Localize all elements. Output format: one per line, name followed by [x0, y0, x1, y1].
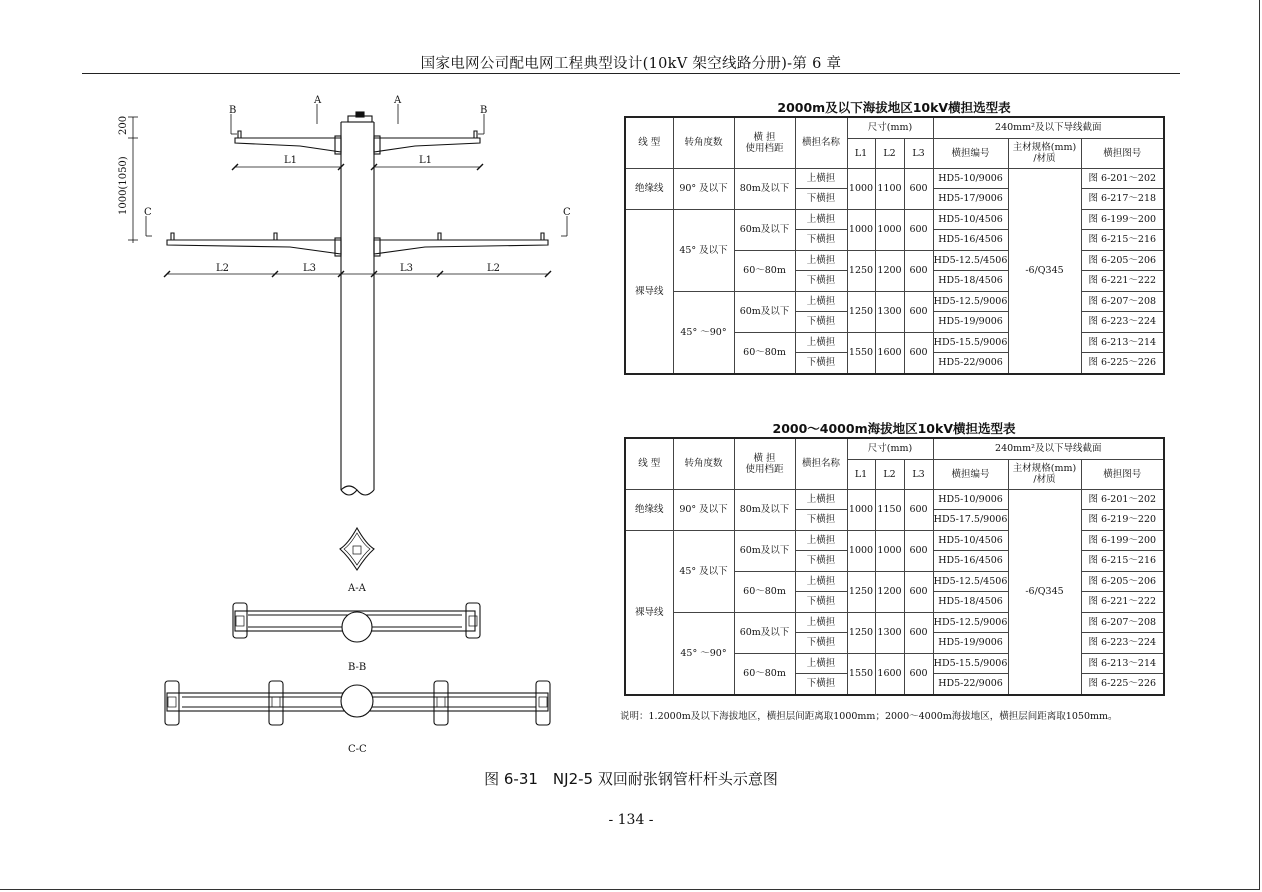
figure-caption: 图 6-31 NJ2-5 双回耐张钢管杆杆头示意图	[484, 770, 778, 788]
cell-arm-name: 上横担	[795, 489, 847, 510]
cell-l2: 1000	[875, 530, 904, 571]
cell-l2: 1300	[875, 291, 904, 332]
cell-arm-name: 下横担	[795, 230, 847, 251]
cell-l3: 600	[904, 209, 933, 250]
table-note: 说明：1.2000m及以下海拔地区，横担层间距离取1000mm；2000～4000m海拔地区，横担层间距离取1050mm。	[620, 711, 1118, 722]
dim-l3-left: L3	[303, 263, 317, 274]
cell-arm-code: HD5-17/9006	[933, 189, 1008, 210]
header-l2: L2	[875, 138, 904, 168]
header-span-line2: 使用档距	[745, 463, 784, 475]
lower-crossarm-right	[374, 233, 548, 256]
cell-l1: 1000	[847, 489, 875, 530]
lower-crossarm-left	[167, 233, 341, 256]
cell-arm-drawing: 图 6-205～206	[1081, 571, 1164, 592]
cell-angle: 45° ～90°	[673, 291, 734, 374]
cell-l3: 600	[904, 653, 933, 695]
section-mark-c-right: C	[563, 207, 571, 218]
crossarm-selection-table-2	[624, 437, 1165, 696]
cell-angle: 45° ～90°	[673, 612, 734, 695]
section-mark-a-right: A	[394, 95, 402, 106]
cell-arm-code: HD5-22/9006	[933, 353, 1008, 374]
section-bb-drawing	[233, 603, 480, 642]
cell-angle: 90° 及以下	[673, 489, 734, 530]
cell-arm-code: HD5-10/4506	[933, 209, 1008, 230]
header-wire-section: 240mm²及以下导线截面	[933, 438, 1164, 459]
dim-l1-left: L1	[284, 155, 298, 166]
cell-arm-code: HD5-16/4506	[933, 230, 1008, 251]
page-number: - 134 -	[608, 812, 654, 828]
cell-line-type: 裸导线	[625, 530, 673, 695]
cell-arm-code: HD5-10/9006	[933, 168, 1008, 189]
cell-arm-code: HD5-12.5/4506	[933, 571, 1008, 592]
section-mark-b-left: B	[229, 105, 237, 116]
cell-arm-drawing: 图 6-199～200	[1081, 209, 1164, 230]
cell-arm-drawing: 图 6-223～224	[1081, 633, 1164, 654]
cell-arm-code: HD5-18/4506	[933, 271, 1008, 292]
cell-arm-code: HD5-12.5/4506	[933, 250, 1008, 271]
cell-arm-code: HD5-12.5/9006	[933, 612, 1008, 633]
cell-material: -6/Q345	[1008, 489, 1081, 695]
header-arm-code: 横担编号	[933, 459, 1008, 489]
header-line-type: 线 型	[625, 438, 673, 489]
cell-l2: 1000	[875, 209, 904, 250]
cell-line-type: 绝缘线	[625, 489, 673, 530]
cell-arm-code: HD5-19/9006	[933, 633, 1008, 654]
cell-l2: 1200	[875, 571, 904, 612]
cell-arm-name: 上横担	[795, 209, 847, 230]
cell-arm-code: HD5-10/4506	[933, 530, 1008, 551]
table-row	[625, 209, 1164, 230]
cell-arm-drawing: 图 6-213～214	[1081, 653, 1164, 674]
cell-l1: 1550	[847, 653, 875, 695]
section-mark-b-right: B	[480, 105, 488, 116]
cell-l3: 600	[904, 291, 933, 332]
cell-arm-code: HD5-12.5/9006	[933, 291, 1008, 312]
cell-arm-name: 上横担	[795, 612, 847, 633]
cell-span: 60～80m	[734, 653, 795, 695]
cell-material: -6/Q345	[1008, 168, 1081, 374]
cell-arm-drawing: 图 6-201～202	[1081, 489, 1164, 510]
cell-arm-name: 下横担	[795, 633, 847, 654]
cell-arm-code: HD5-10/9006	[933, 489, 1008, 510]
cell-arm-name: 上横担	[795, 250, 847, 271]
cell-arm-code: HD5-16/4506	[933, 551, 1008, 572]
cell-arm-drawing: 图 6-217～218	[1081, 189, 1164, 210]
section-mark-c-left: C	[144, 207, 152, 218]
cell-arm-drawing: 图 6-225～226	[1081, 674, 1164, 695]
cell-arm-drawing: 图 6-219～220	[1081, 510, 1164, 531]
upper-crossarm-right	[374, 131, 480, 154]
dim-200: 200	[118, 115, 129, 135]
cell-arm-drawing: 图 6-223～224	[1081, 312, 1164, 333]
cell-l2: 1600	[875, 332, 904, 374]
section-mark-a-left: A	[314, 95, 322, 106]
cell-l1: 1250	[847, 612, 875, 653]
cell-l1: 1250	[847, 291, 875, 332]
cell-arm-drawing: 图 6-205～206	[1081, 250, 1164, 271]
header-l3: L3	[904, 138, 933, 168]
table-row	[625, 489, 1164, 510]
header-line-type: 线 型	[625, 117, 673, 168]
cell-l1: 1550	[847, 332, 875, 374]
cell-arm-name: 下横担	[795, 312, 847, 333]
header-material-line2: /材质	[1033, 153, 1056, 164]
header-material	[1008, 459, 1081, 489]
header-arm-name: 横担名称	[795, 438, 847, 489]
header-l1: L1	[847, 138, 875, 168]
dim-l2-left: L2	[216, 263, 230, 274]
header-span-line1: 横 担	[753, 131, 776, 143]
cell-arm-name: 上横担	[795, 653, 847, 674]
cell-arm-code: HD5-19/9006	[933, 312, 1008, 333]
cell-l3: 600	[904, 489, 933, 530]
cell-l3: 600	[904, 332, 933, 374]
header-angle: 转角度数	[673, 438, 734, 489]
cell-arm-name: 上横担	[795, 530, 847, 551]
cell-arm-drawing: 图 6-221～222	[1081, 592, 1164, 613]
cell-l3: 600	[904, 571, 933, 612]
section-aa-drawing	[340, 528, 374, 570]
cell-l3: 600	[904, 612, 933, 653]
cell-arm-drawing: 图 6-221～222	[1081, 271, 1164, 292]
cell-l2: 1200	[875, 250, 904, 291]
cell-l2: 1100	[875, 168, 904, 209]
table-1-title: 2000m及以下海拔地区10kV横担选型表	[777, 100, 1011, 115]
header-arm-code: 横担编号	[933, 138, 1008, 168]
dim-l1-right: L1	[419, 155, 433, 166]
cell-arm-drawing: 图 6-215～216	[1081, 230, 1164, 251]
cell-l1: 1000	[847, 530, 875, 571]
cell-arm-name: 上横担	[795, 332, 847, 353]
header-l2: L2	[875, 459, 904, 489]
cell-arm-name: 下横担	[795, 551, 847, 572]
header-span	[734, 117, 795, 168]
cell-l3: 600	[904, 530, 933, 571]
dimension-ticks	[164, 164, 551, 277]
cell-arm-name: 下横担	[795, 353, 847, 374]
cell-line-type: 绝缘线	[625, 168, 673, 209]
section-cc-drawing	[165, 681, 550, 725]
cell-angle: 45° 及以下	[673, 209, 734, 291]
cell-arm-drawing: 图 6-207～208	[1081, 291, 1164, 312]
document-header: 国家电网公司配电网工程典型设计(10kV 架空线路分册)-第 6 章	[420, 56, 842, 72]
cell-l1: 1000	[847, 209, 875, 250]
cell-angle: 90° 及以下	[673, 168, 734, 209]
cell-arm-name: 下横担	[795, 510, 847, 531]
cell-arm-name: 上横担	[795, 571, 847, 592]
cell-span: 60～80m	[734, 332, 795, 374]
crossarm-selection-table-1	[624, 116, 1165, 375]
cell-l2: 1150	[875, 489, 904, 530]
section-label-aa: A-A	[348, 583, 366, 594]
header-span	[734, 438, 795, 489]
header-material-line2: /材质	[1033, 474, 1056, 485]
cell-arm-drawing: 图 6-215～216	[1081, 551, 1164, 572]
cell-arm-code: HD5-18/4506	[933, 592, 1008, 613]
header-angle: 转角度数	[673, 117, 734, 168]
cell-arm-code: HD5-17.5/9006	[933, 510, 1008, 531]
cell-arm-name: 下横担	[795, 674, 847, 695]
cell-l1: 1250	[847, 250, 875, 291]
cell-span: 60～80m	[734, 250, 795, 291]
cell-angle: 45° 及以下	[673, 530, 734, 612]
cell-l2: 1300	[875, 612, 904, 653]
cell-span: 60m及以下	[734, 612, 795, 653]
header-material-line1: 主材规格(mm)	[1012, 142, 1077, 153]
cell-l3: 600	[904, 168, 933, 209]
cell-arm-drawing: 图 6-201～202	[1081, 168, 1164, 189]
cell-arm-drawing: 图 6-207～208	[1081, 612, 1164, 633]
cell-span: 80m及以下	[734, 168, 795, 209]
table-row	[625, 530, 1164, 551]
cell-arm-name: 下横担	[795, 189, 847, 210]
cell-l1: 1000	[847, 168, 875, 209]
steel-pole	[341, 112, 374, 495]
header-arm-name: 横担名称	[795, 117, 847, 168]
header-span-line2: 使用档距	[745, 142, 784, 154]
dim-l3-right: L3	[400, 263, 414, 274]
cell-span: 60～80m	[734, 571, 795, 612]
cell-l1: 1250	[847, 571, 875, 612]
table-row	[625, 612, 1164, 633]
header-l1: L1	[847, 459, 875, 489]
dim-1000: 1000(1050)	[118, 156, 129, 215]
header-arm-drawing: 横担图号	[1081, 138, 1164, 168]
table-row	[625, 168, 1164, 189]
header-material-line1: 主材规格(mm)	[1012, 463, 1077, 474]
table-2-title: 2000～4000m海拔地区10kV横担选型表	[772, 421, 1016, 436]
cell-span: 80m及以下	[734, 489, 795, 530]
cell-arm-drawing: 图 6-199～200	[1081, 530, 1164, 551]
cell-arm-name: 下横担	[795, 592, 847, 613]
cell-arm-code: HD5-15.5/9006	[933, 332, 1008, 353]
section-label-cc: C-C	[348, 744, 367, 755]
header-wire-section: 240mm²及以下导线截面	[933, 117, 1164, 138]
dimension-lines	[128, 104, 567, 274]
cell-line-type: 裸导线	[625, 209, 673, 374]
header-span-line1: 横 担	[753, 452, 776, 464]
upper-crossarm-left	[235, 131, 341, 154]
table-row	[625, 291, 1164, 312]
cell-span: 60m及以下	[734, 291, 795, 332]
header-arm-drawing: 横担图号	[1081, 459, 1164, 489]
header-l3: L3	[904, 459, 933, 489]
cell-span: 60m及以下	[734, 530, 795, 571]
cell-arm-name: 上横担	[795, 291, 847, 312]
cell-arm-drawing: 图 6-225～226	[1081, 353, 1164, 374]
cell-arm-code: HD5-15.5/9006	[933, 653, 1008, 674]
dim-l2-right: L2	[487, 263, 501, 274]
header-size: 尺寸(mm)	[847, 117, 933, 138]
header-material	[1008, 138, 1081, 168]
cell-l3: 600	[904, 250, 933, 291]
header-size: 尺寸(mm)	[847, 438, 933, 459]
cell-arm-drawing: 图 6-213～214	[1081, 332, 1164, 353]
cell-span: 60m及以下	[734, 209, 795, 250]
cell-arm-name: 上横担	[795, 168, 847, 189]
cell-arm-name: 下横担	[795, 271, 847, 292]
cell-arm-code: HD5-22/9006	[933, 674, 1008, 695]
cell-l2: 1600	[875, 653, 904, 695]
section-label-bb: B-B	[348, 662, 367, 673]
